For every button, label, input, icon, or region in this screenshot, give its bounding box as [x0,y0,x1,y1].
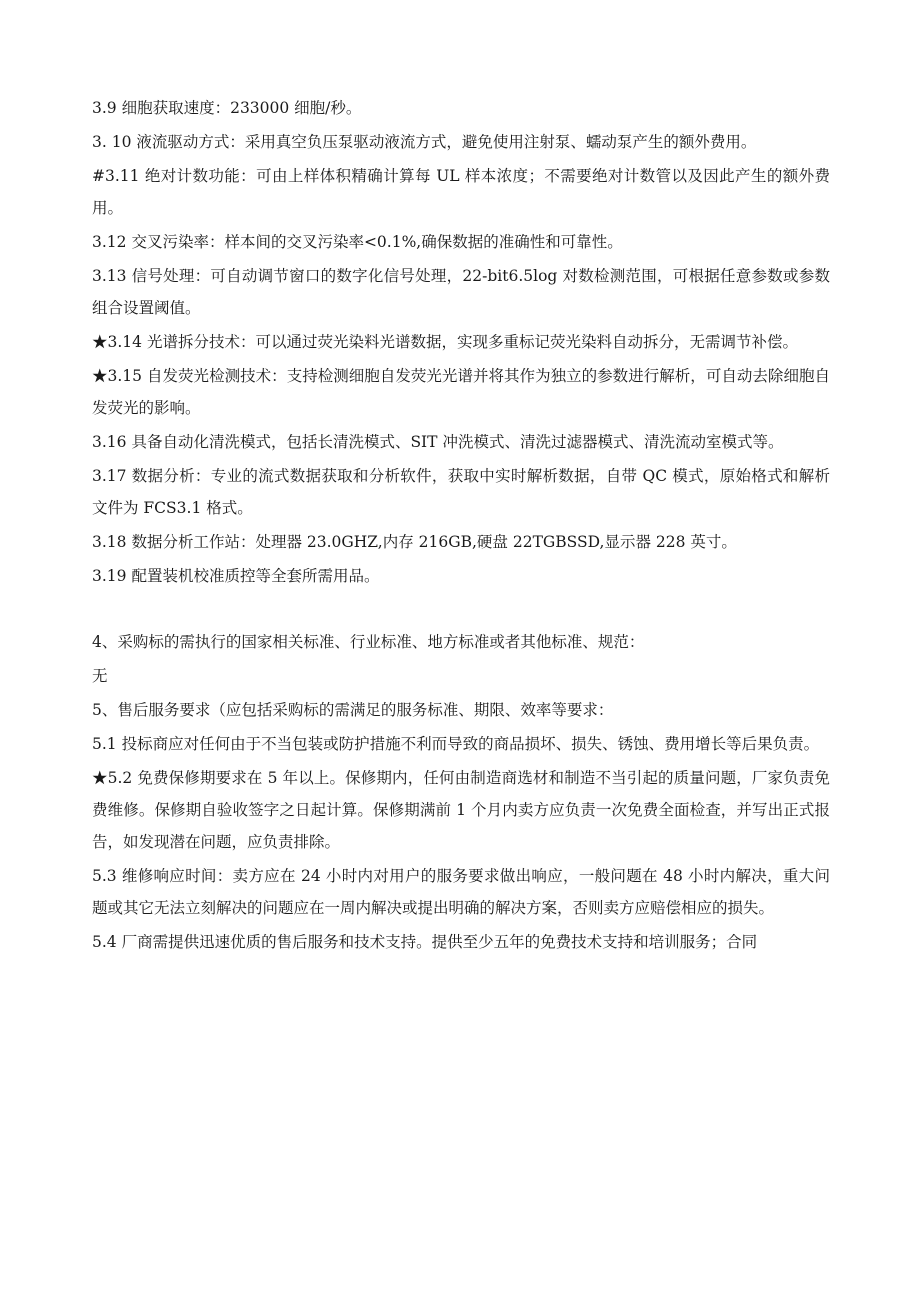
paragraph: ★3.15 自发荧光检测技术：支持检测细胞自发荧光光谱并将其作为独立的参数进行解析，可自动去除细胞自发荧光的影响。 [92,367,830,417]
document-page [92,92,830,960]
paragraph: 3.19 配置装机校准质控等全套所需用品。 [92,567,380,585]
paragraph-spacer [92,594,830,626]
paragraph: 3.9 细胞获取速度：233000 细胞/秒。 [92,99,362,117]
paragraph: 3.12 交叉污染率：样本间的交叉污染率<0.1%,确保数据的准确性和可靠性。 [92,233,623,251]
paragraph: 无 [92,667,108,685]
paragraph: #3.11 绝对计数功能：可由上样体积精确计算每 UL 样本浓度；不需要绝对计数管以及因此产生的额外费用。 [92,167,830,217]
paragraph: 3.16 具备自动化清洗模式，包括长清洗模式、SIT 冲洗模式、清洗过滤器模式、清洗流动室模式等。 [92,433,784,451]
paragraph: 3.18 数据分析工作站：处理器 23.0GHZ,内存 216GB,硬盘 22TGBSSD,显示器 228 英寸。 [92,533,737,551]
paragraph: ★5.2 免费保修期要求在 5 年以上。保修期内，任何由制造商选材和制造不当引起的质量问题，厂家负责免费维修。保修期自验收签字之日起计算。保修期满前 1 个月内卖方应负责一次免费全面检查，并写出正式报告，如发现潜在问题，应负责排除。 [92,769,830,851]
paragraph: 5.1 投标商应对任何由于不当包装或防护措施不利而导致的商品损坏、损失、锈蚀、费用增长等后果负责。 [92,735,820,753]
paragraph: 3. 10 液流驱动方式：采用真空负压泵驱动液流方式，避免使用注射泵、蠕动泵产生的额外费用。 [92,133,757,151]
paragraph: 3.13 信号处理：可自动调节窗口的数字化信号处理，22-bit6.5log 对数检测范围，可根据任意参数或参数组合设置阈值。 [92,267,830,317]
paragraph: 5、售后服务要求（应包括采购标的需满足的服务标准、期限、效率等要求： [92,701,614,719]
paragraph: 3.17 数据分析：专业的流式数据获取和分析软件，获取中实时解析数据，自带 QC 模式，原始格式和解析文件为 FCS3.1 格式。 [92,467,830,517]
paragraph: 4、采购标的需执行的国家相关标准、行业标准、地方标准或者其他标准、规范： [92,633,645,651]
paragraph: 5.4 厂商需提供迅速优质的售后服务和技术支持。提供至少五年的免费技术支持和培训服务；合同 [92,933,758,951]
paragraph: 5.3 维修响应时间：卖方应在 24 小时内对用户的服务要求做出响应，一般问题在 48 小时内解决，重大问题或其它无法立刻解决的问题应在一周内解决或提出明确的解决方案，否则卖方应赔偿相应的损失。 [92,867,830,917]
paragraph: ★3.14 光谱拆分技术：可以通过荧光染料光谱数据，实现多重标记荧光染料自动拆分，无需调节补偿。 [92,333,798,351]
